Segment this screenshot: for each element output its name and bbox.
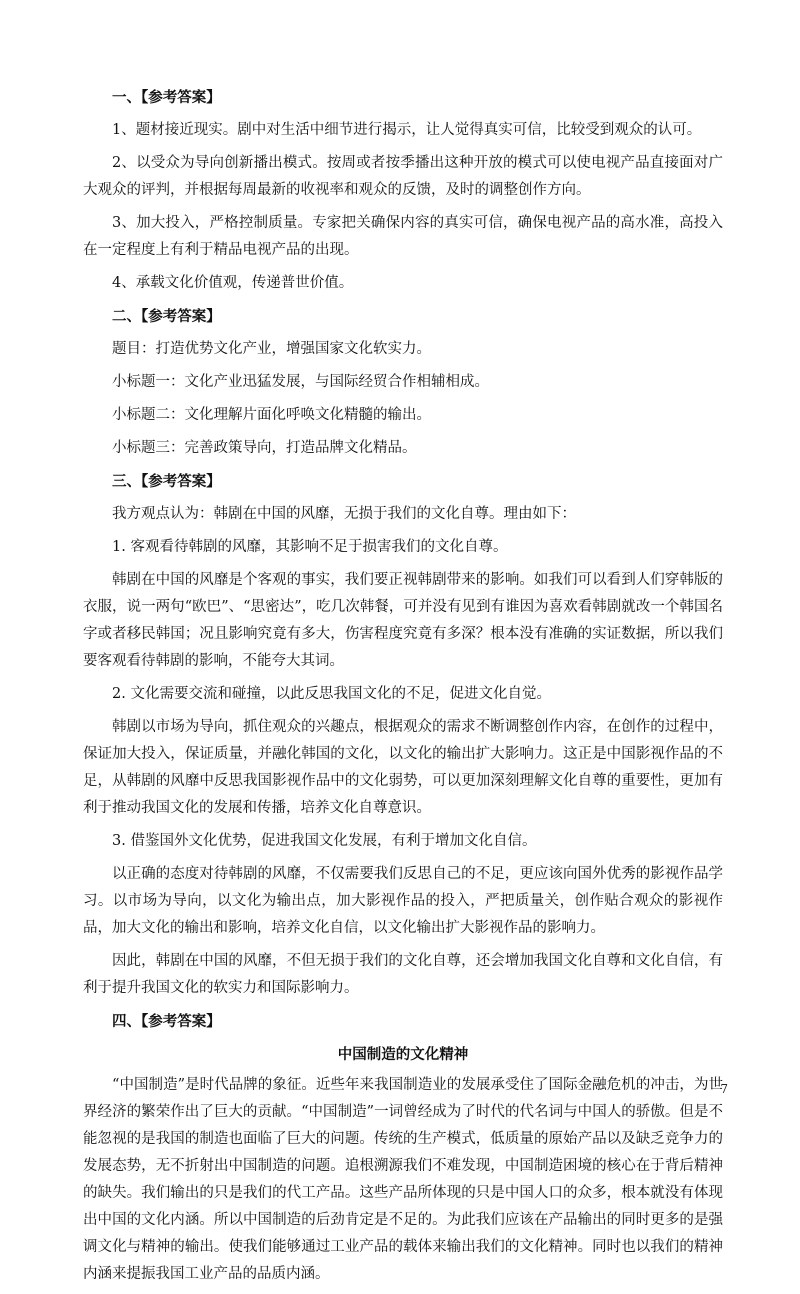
paragraph: 题目：打造优势文化产业，增强国家文化软实力。 [112,341,431,357]
paragraph: 3、加大投入，严格控制质量。专家把关确保内容的真实可信，确保电视产品的高水准，高投入在一定程度上有利于精品电视产品的出现。 [83,215,723,258]
paragraph: 小标题一：文化产业迅猛发展，与国际经贸合作相辅相成。 [112,374,489,390]
section-1 [83,84,723,297]
paragraph: 韩剧以市场为导向，抓住观众的兴趣点，根据观众的需求不断调整创作内容，在创作的过程中，保证加大投入，保证质量，并融化韩国的文化，以文化的输出扩大影响力。这正是中国影视作品的不足，从韩剧的风靡中反思我国影视作品中的文化弱势，可以更加深刻理解文化自尊的重要性，更加有利于推动我国文化的发展和传播，培养文化自尊意识。 [83,719,723,816]
paragraph: 小标题二：文化理解片面化呼唤文化精髓的输出。 [112,407,431,423]
section-4 [83,1008,723,1288]
section-heading: 二、【参考答案】 [112,308,221,325]
document-body [83,84,723,1294]
paragraph: 韩剧在中国的风靡是个客观的事实，我们要正视韩剧带来的影响。如我们可以看到人们穿韩版的衣服，说一两句“欧巴”、“思密达”，吃几次韩餐，可并没有见到有谁因为喜欢看韩剧就改一个韩国名字或者移民韩国；况且影响究竟有多大，伤害程度究竟有多深？根本没有准确的实证数据，所以我们要客观看待韩剧的影响，不能夸大其词。 [83,572,723,669]
section-3 [83,468,723,1002]
paragraph: 2. 文化需要交流和碰撞，以此反思我国文化的不足，促进文化自觉。 [112,686,551,702]
section-heading: 一、【参考答案】 [112,89,221,106]
essay-title: 中国制造的文化精神 [337,1046,469,1063]
section-heading: 三、【参考答案】 [112,473,221,490]
paragraph: 2、以受众为导向创新播出模式。按周或者按季播出这种开放的模式可以使电视产品直接面对广大观众的评判，并根据每周最新的收视率和观众的反馈，及时的调整创作方向。 [83,155,723,198]
paragraph: 我方观点认为：韩剧在中国的风靡，无损于我们的文化自尊。理由如下： [112,506,576,522]
paragraph: 小标题三：完善政策导向，打造品牌文化精品。 [112,440,417,456]
paragraph: “中国制造”是时代品牌的象征。近些年来我国制造业的发展承受住了国际金融危机的冲击，为世界经济的繁荣作出了巨大的贡献。“中国制造”一词曾经成为了时代的代名词与中国人的骄傲。但是不能忽视的是我国的制造也面临了巨大的问题。传统的生产模式，低质量的原始产品以及缺乏竞争力的发展态势，无不折射出中国制造的问题。追根溯源我们不难发现，中国制造困境的核心在于背后精神的缺失。我们输出的只是我们的代工产品。这些产品所体现的只是中国人口的众多，根本就没有体现出中国的文化内涵。所以中国制造的后劲肯定是不足的。为此我们应该在产品输出的同时更多的是强调文化与精神的输出。使我们能够通过工业产品的载体来输出我们的文化精神。同时也以我们的精神内涵来提振我国工业产品的品质内涵。 [83,1077,723,1282]
section-heading: 四、【参考答案】 [112,1013,221,1030]
paragraph: 3. 借鉴国外文化优势，促进我国文化发展，有利于增加文化自信。 [112,833,537,849]
paragraph: 1、题材接近现实。剧中对生活中细节进行揭示，让人觉得真实可信，比较受到观众的认可。 [112,122,702,138]
page-number: 7 [720,1082,728,1096]
paragraph: 1. 客观看待韩剧的风靡，其影响不足于损害我们的文化自尊。 [112,539,508,555]
section-2 [83,303,723,462]
paragraph: 4、承载文化价值观，传递普世价值。 [112,275,354,291]
paragraph: 以正确的态度对待韩剧的风靡，不仅需要我们反思自己的不足，更应该向国外优秀的影视作品学习。以市场为导向，以文化为输出点，加大影视作品的投入，严把质量关，创作贴合观众的影视作品，加大文化的输出和影响，培养文化自信，以文化输出扩大影视作品的影响力。 [83,866,723,936]
paragraph: 因此，韩剧在中国的风靡，不但无损于我们的文化自尊，还会增加我国文化自尊和文化自信，有利于提升我国文化的软实力和国际影响力。 [83,953,723,996]
